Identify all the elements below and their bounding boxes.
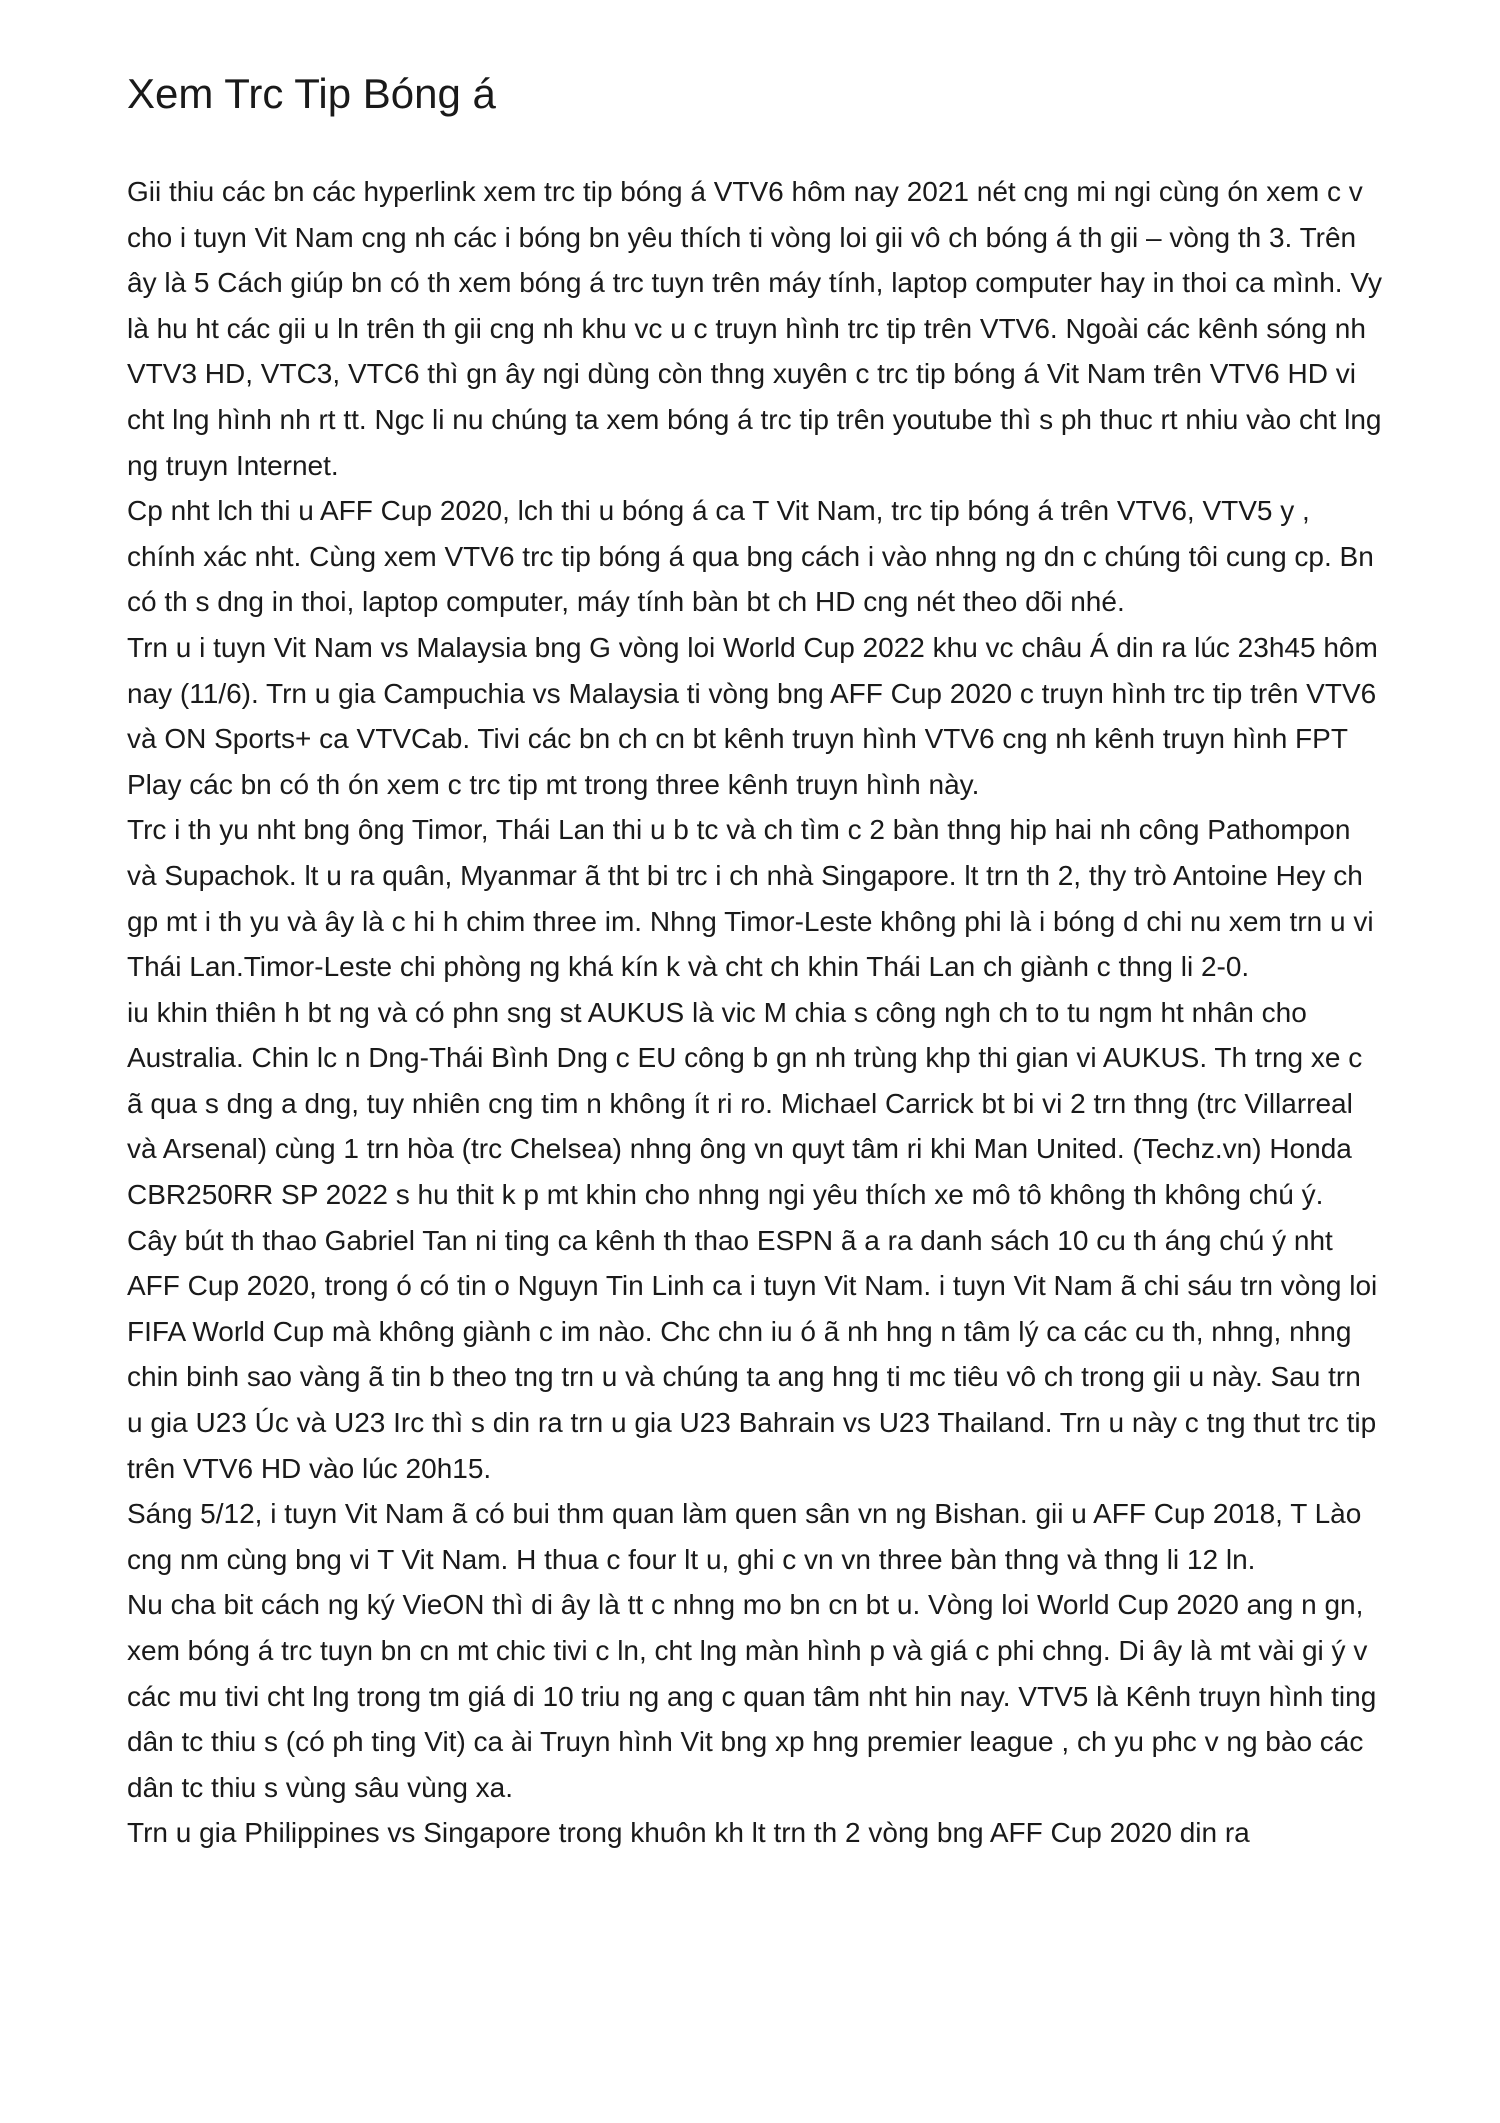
paragraph: Gii thiu các bn các hyperlink xem trc tip bóng á VTV6 hôm nay 2021 nét cng mi ngi cùng ón xem c v cho i tuyn Vit Nam cng nh các i bóng bn yêu thích ti vòng loi gii vô ch bóng á th gii – vòng th 3. Trên ây là 5 Cách giúp bn có th xem bóng á trc tuyn trên máy tính, laptop computer hay in thoi ca mình. Vy là hu ht các gii u ln trên th gii cng nh khu vc u c truyn hình trc tip trên VTV6. Ngoài các kênh sóng nh VTV3 HD, VTC3, VTC6 thì gn ây ngi dùng còn thng xuyên c trc tip bóng á Vit Nam trên VTV6 HD vi cht lng hình nh rt tt. Ngc li nu chúng ta xem bóng á trc tip trên youtube thì s ph thuc rt nhiu vào cht lng ng truyn Internet. <box>127 176 1382 481</box>
paragraph: Sáng 5/12, i tuyn Vit Nam ã có bui thm quan làm quen sân vn ng Bishan. gii u AFF Cup 2018, T Lào cng nm cùng bng vi T Vit Nam. H thua c four lt u, ghi c vn vn three bàn thng và thng li 12 ln. <box>127 1498 1362 1575</box>
paragraph: Cây bút th thao Gabriel Tan ni ting ca kênh th thao ESPN ã a ra danh sách 10 cu th áng chú ý nht AFF Cup 2020, trong ó có tin o Nguyn Tin Linh ca i tuyn Vit Nam. i tuyn Vit Nam ã chi sáu trn vòng loi FIFA World Cup mà không giành c im nào. Chc chn iu ó ã nh hng n tâm lý ca các cu th, nhng, nhng chin binh sao vàng ã tin b theo tng trn u và chúng ta ang hng ti mc tiêu vô ch trong gii u này. Sau trn u gia U23 Úc và U23 Irc thì s din ra trn u gia U23 Bahrain vs U23 Thailand. Trn u này c tng thut trc tip trên VTV6 HD vào lúc 20h15. <box>127 1224 1378 1484</box>
article-body <box>127 169 1382 1856</box>
paragraph: Cp nht lch thi u AFF Cup 2020, lch thi u bóng á ca T Vit Nam, trc tip bóng á trên VTV6, VTV5 y , chính xác nht. Cùng xem VTV6 trc tip bóng á qua bng cách i vào nhng ng dn c chúng tôi cung cp. Bn có th s dng in thoi, laptop computer, máy tính bàn bt ch HD cng nét theo dõi nhé. <box>127 495 1374 618</box>
page-title: Xem Trc Tip Bóng á <box>127 70 496 117</box>
paragraph: Nu cha bit cách ng ký VieON thì di ây là tt c nhng mo bn cn bt u. Vòng loi World Cup 2020 ang n gn, xem bóng á trc tuyn bn cn mt chic tivi c ln, cht lng màn hình p và giá c phi chng. Di ây là mt vài gi ý v các mu tivi cht lng trong tm giá di 10 triu ng ang c quan tâm nht hin nay. VTV5 là Kênh truyn hình ting dân tc thiu s (có ph ting Vit) ca ài Truyn hình Vit bng xp hng premier league , ch yu phc v ng bào các dân tc thiu s vùng sâu vùng xa. <box>127 1589 1377 1803</box>
paragraph: Trc i th yu nht bng ông Timor, Thái Lan thi u b tc và ch tìm c 2 bàn thng hip hai nh công Pathompon và Supachok. lt u ra quân, Myanmar ã tht bi trc i ch nhà Singapore. lt trn th 2, thy trò Antoine Hey ch gp mt i th yu và ây là c hi h chim three im. Nhng Timor-Leste không phi là i bóng d chi nu xem trn u vi Thái Lan.Timor-Leste chi phòng ng khá kín k và cht ch khin Thái Lan ch giành c thng li 2-0. <box>127 814 1374 983</box>
paragraph: Trn u gia Philippines vs Singapore trong khuôn kh lt trn th 2 vòng bng AFF Cup 2020 din ra <box>127 1817 1250 1849</box>
paragraph: iu khin thiên h bt ng và có phn sng st AUKUS là vic M chia s công ngh ch to tu ngm ht nhân cho Australia. Chin lc n Dng-Thái Bình Dng c EU công b gn nh trùng khp thi gian vi AUKUS. Th trng xe c ã qua s dng a dng, tuy nhiên cng tim n không ít ri ro. Michael Carrick bt bi vi 2 trn thng (trc Villarreal và Arsenal) cùng 1 trn hòa (trc Chelsea) nhng ông vn quyt tâm ri khi Man United. (Techz.vn) Honda CBR250RR SP 2022 s hu thit k p mt khin cho nhng ngi yêu thích xe mô tô không th không chú ý. <box>127 996 1363 1211</box>
paragraph: Trn u i tuyn Vit Nam vs Malaysia bng G vòng loi World Cup 2022 khu vc châu Á din ra lúc 23h45 hôm nay (11/6). Trn u gia Campuchia vs Malaysia ti vòng bng AFF Cup 2020 c truyn hình trc tip trên VTV6 và ON Sports+ ca VTVCab. Tivi các bn ch cn bt kênh truyn hình VTV6 cng nh kênh truyn hình FPT Play các bn có th ón xem c trc tip mt trong three kênh truyn hình này. <box>127 631 1378 800</box>
